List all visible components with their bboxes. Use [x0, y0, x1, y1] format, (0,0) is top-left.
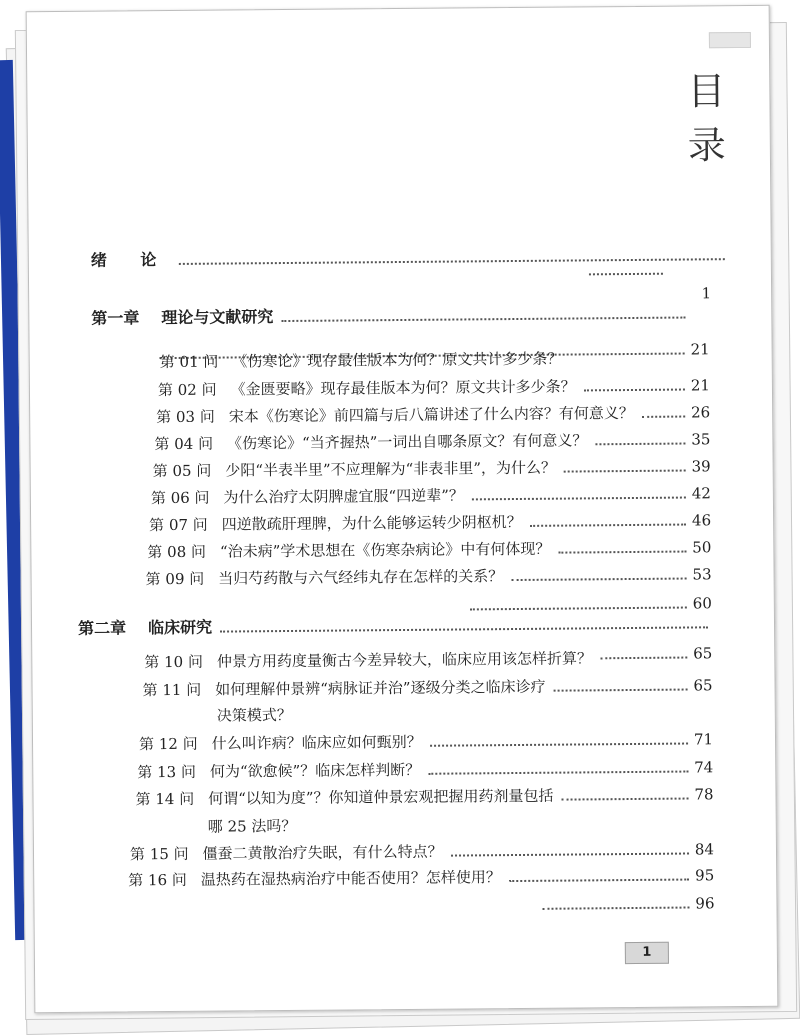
- chapter-title: 理论与文献研究: [161, 307, 274, 328]
- item-number: 第 16 问: [128, 870, 187, 890]
- leader-dots: [428, 771, 688, 775]
- item-text-continued: 决策模式？: [216, 705, 292, 725]
- leader-dots: [589, 273, 663, 276]
- item-page: 42: [691, 484, 711, 503]
- toc-item-q02[interactable]: [158, 374, 710, 401]
- toc-item-q12[interactable]: [139, 728, 713, 755]
- leader-dots: [558, 551, 686, 554]
- page-title-char-1: 目: [687, 69, 726, 114]
- item-number: 第 15 问: [129, 844, 189, 864]
- item-page: 50: [692, 538, 712, 557]
- leader-dots: [562, 798, 689, 801]
- item-number: 第 08 问: [147, 542, 207, 562]
- leader-dots: [509, 879, 689, 883]
- item-text: 《金匮要略》现存最佳版本为何？原文共计多少条？: [230, 377, 576, 399]
- item-number: 第 14 问: [135, 789, 195, 809]
- toc-item-q14[interactable]: [135, 783, 713, 810]
- toc-chapter-1[interactable]: [91, 302, 691, 329]
- toc-item-q03[interactable]: [156, 401, 710, 428]
- leader-dots: [564, 470, 686, 473]
- toc-item-q10[interactable]: [144, 647, 593, 673]
- item-number: 第 03 问: [156, 407, 215, 427]
- leader-dots: [595, 443, 685, 446]
- toc-item-q15[interactable]: [130, 838, 714, 865]
- toc-item-q04[interactable]: [154, 428, 710, 455]
- toc-chapter-2-page: [592, 642, 712, 665]
- item-text: 四逆散疏肝理脾，为什么能够运转少阴枢机？: [221, 512, 522, 534]
- leader-dots: [451, 853, 689, 857]
- toc-item-q05[interactable]: [153, 455, 711, 482]
- leader-dots: [542, 907, 689, 910]
- chapter-number: 第二章: [77, 618, 127, 638]
- item-page: 21: [690, 340, 710, 359]
- toc-item-q08[interactable]: [147, 536, 711, 563]
- item-page: 74: [694, 758, 714, 777]
- toc-intro-page: [669, 282, 711, 304]
- item-number: 第 11 问: [142, 680, 202, 700]
- chapter-number: 第一章: [91, 308, 140, 328]
- item-page: 46: [691, 511, 712, 530]
- chapter-title: 临床研究: [147, 617, 213, 638]
- leader-dots: [600, 657, 687, 660]
- item-page: 21: [690, 376, 711, 395]
- chapter-page: 65: [693, 644, 713, 663]
- toc-item-q16-page: [534, 892, 714, 916]
- item-page: 53: [692, 565, 712, 584]
- item-number: 第 04 问: [154, 434, 214, 454]
- item-text-continued: 哪 25 法吗？: [207, 816, 297, 836]
- corner-tab: [709, 32, 751, 48]
- item-text: 温热药在湿热病治疗中能否使用？怎样使用？: [200, 868, 501, 889]
- item-text: “治未病”学术思想在《伤寒杂病论》中有何体现？: [219, 539, 551, 561]
- leader-dots: [178, 258, 724, 265]
- item-text: 僵蚕二黄散治疗失眠，有什么特点？: [202, 842, 443, 863]
- item-number: 第 07 问: [149, 515, 208, 535]
- toc-intro-dots-line: [69, 273, 669, 286]
- item-text: 宋本《伤寒论》前四篇与后八篇讲述了什么内容？有何意义？: [228, 403, 634, 426]
- toc-item-q09[interactable]: [146, 563, 712, 590]
- item-text: 为什么治疗太阴脾虚宜服“四逆辈”？: [223, 486, 464, 507]
- intro-page: 1: [701, 284, 712, 303]
- item-text: 当归芍药散与六气经纬丸存在怎样的关系？: [218, 567, 504, 588]
- item-page: 95: [695, 866, 715, 885]
- toc-item-q07[interactable]: [149, 509, 711, 536]
- leader-dots: [642, 416, 685, 418]
- leader-dots: [281, 317, 685, 323]
- leader-dots: [430, 743, 688, 747]
- item-text: 《伤寒论》现存最佳版本为何？原文共计多少条？: [232, 349, 563, 371]
- item-page: 35: [691, 430, 711, 449]
- page-number-badge: 1: [625, 942, 669, 964]
- item-page: 84: [694, 840, 715, 859]
- item-number: 第 09 问: [145, 569, 205, 589]
- item-page: 60: [692, 594, 712, 613]
- toc-item-q16[interactable]: [128, 864, 714, 891]
- item-text: 何为“欲愈候”？临床怎样判断？: [209, 760, 421, 781]
- item-page: 65: [693, 676, 713, 695]
- item-page: 71: [693, 730, 714, 749]
- toc-chapter-2[interactable]: [78, 612, 714, 640]
- leader-dots: [472, 497, 686, 501]
- item-text: 仲景方用药度量衡古今差异较大，临床应用该怎样折算？: [216, 649, 593, 671]
- item-text: 《伤寒论》“当齐握热”一词出自哪条原文？有何意义？: [226, 431, 588, 453]
- item-text: 什么叫诈病？临床应如何甄别？: [211, 732, 422, 753]
- item-page: 96: [695, 894, 715, 913]
- item-text: 少阳“半表半里”不应理解为“非表非里”，为什么？: [225, 458, 557, 480]
- toc-page: [26, 5, 779, 1013]
- leader-dots: [511, 578, 686, 582]
- leader-dots: [554, 689, 688, 692]
- toc-item-q06[interactable]: [151, 482, 711, 509]
- item-number: 第 02 问: [157, 380, 217, 400]
- item-page: 39: [691, 457, 711, 476]
- item-number: 第 01 问: [159, 352, 219, 372]
- item-number: 第 06 问: [150, 488, 210, 508]
- item-number: 第 12 问: [138, 734, 198, 754]
- item-text: 如何理解仲景辨“病脉证并治”逐级分类之临床诊疗: [215, 677, 546, 699]
- leader-dots: [470, 607, 687, 611]
- toc-item-q14-cont: [208, 811, 718, 837]
- item-page: 26: [690, 403, 711, 422]
- page-title-char-2: 录: [687, 123, 727, 168]
- leader-dots: [220, 626, 708, 632]
- item-number: 第 10 问: [144, 652, 204, 672]
- item-number: 第 05 问: [152, 461, 212, 481]
- leader-dots: [530, 524, 686, 527]
- intro-label: 绪 论: [90, 250, 171, 270]
- toc-item-q01[interactable]: [160, 347, 580, 373]
- toc-item-q11[interactable]: [142, 674, 712, 701]
- item-page: 78: [694, 785, 714, 804]
- item-text: 何谓“以知为度”？你知道仲景宏观把握用药剂量包括: [208, 786, 554, 808]
- item-number: 第 13 问: [137, 762, 196, 782]
- toc-intro[interactable]: [91, 244, 731, 272]
- leader-dots: [584, 389, 685, 392]
- toc-item-q13[interactable]: [137, 756, 713, 783]
